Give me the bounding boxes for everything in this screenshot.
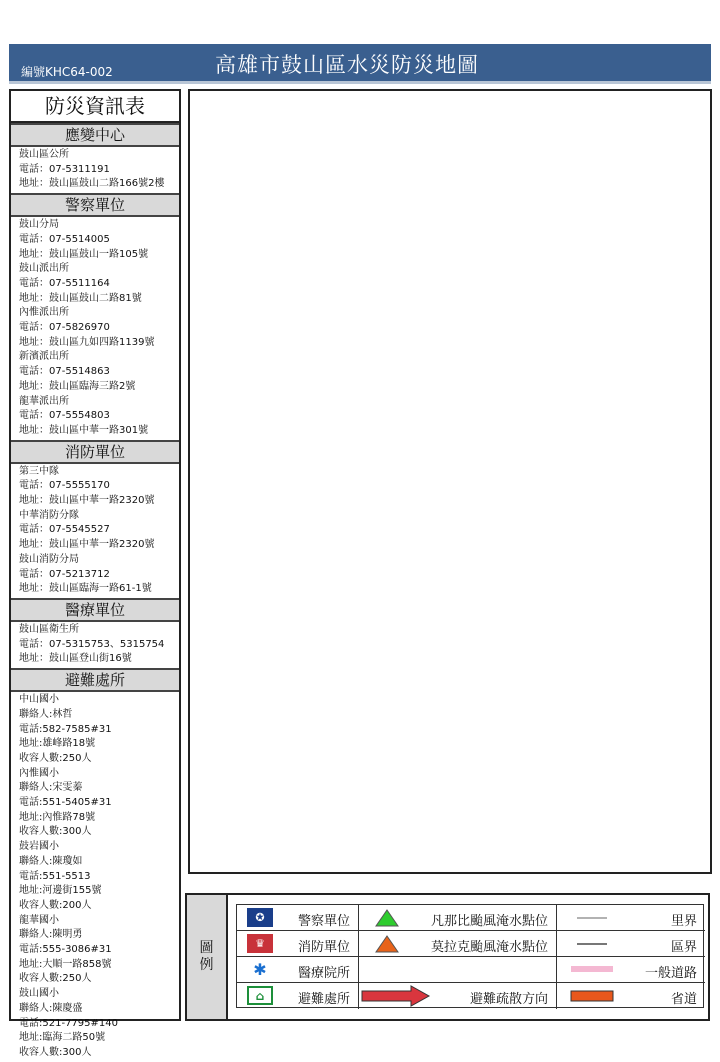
- district-boundary-line-icon: [577, 942, 607, 946]
- legend-road: [557, 957, 705, 983]
- info-line: 電話：07-5315753、5315754: [19, 638, 165, 650]
- info-line: 聯絡人:陳慶盛: [19, 1002, 83, 1014]
- legend: [185, 893, 710, 1021]
- info-line: 龍華派出所: [19, 395, 69, 407]
- info-line: 地址：鼓山區登山街16號: [19, 653, 132, 665]
- legend-evac: [359, 983, 557, 1009]
- fire-icon: ♛: [247, 934, 273, 953]
- info-line: 地址：鼓山區九如四路1139號: [19, 336, 155, 348]
- info-line: 電話:582-7585#31: [19, 723, 112, 735]
- info-line: 新濱派出所: [19, 351, 69, 363]
- legend-label-1: 圖: [199, 940, 214, 956]
- legend-hospital-label: 醫療院所: [297, 966, 350, 981]
- info-line: 地址:內惟路78號: [19, 811, 96, 823]
- info-line: 電話：07-5311191: [19, 163, 110, 175]
- info-line: 鼓山國小: [19, 988, 59, 1000]
- legend-shelter: [237, 983, 359, 1009]
- legend-fanapi-label: 凡那比颱風淹水點位: [430, 914, 548, 929]
- legend-police: [237, 905, 359, 931]
- info-line: 電話：07-5213712: [19, 568, 110, 580]
- info-line: 第三中隊: [19, 465, 59, 477]
- info-line: 地址：鼓山區鼓山二路166號2樓: [19, 178, 165, 190]
- info-line: 電話:555-3086#31: [19, 944, 112, 956]
- page-header: [9, 44, 711, 84]
- village-boundary-line-icon: [577, 916, 607, 920]
- info-line: 地址：鼓山區臨海三路2號: [19, 380, 136, 392]
- section-body: [11, 464, 179, 598]
- section-body: [11, 217, 179, 440]
- legend-grid: [236, 904, 704, 1008]
- info-line: 龍華國小: [19, 914, 59, 926]
- info-line: 電話:521-7795#140: [19, 1017, 118, 1029]
- map-code: 編號KHC64-002: [21, 65, 113, 79]
- info-line: 收容人數:300人: [19, 826, 92, 838]
- legend-village: [557, 905, 705, 931]
- legend-fire-label: 消防單位: [297, 940, 350, 955]
- info-line: 收容人數:300人: [19, 1046, 92, 1058]
- info-line: 電話：07-5826970: [19, 322, 110, 334]
- info-line: 地址:大順一路858號: [19, 958, 112, 970]
- info-line: 收容人數:200人: [19, 899, 92, 911]
- info-line: 地址：鼓山區中華一路2320號: [19, 495, 155, 507]
- legend-district: [557, 931, 705, 957]
- info-line: 中山國小: [19, 694, 59, 706]
- police-icon: ✪: [247, 908, 273, 927]
- info-line: 聯絡人:陳明勇: [19, 929, 83, 941]
- info-line: 鼓山派出所: [19, 263, 69, 275]
- info-line: 聯絡人:陳瓊如: [19, 855, 83, 867]
- legend-label: [187, 895, 228, 1019]
- section-body: [11, 692, 179, 1062]
- info-line: 電話：07-5511164: [19, 277, 110, 289]
- legend-morakot-label: 莫拉克颱風淹水點位: [430, 940, 548, 955]
- legend-empty: [359, 957, 557, 983]
- legend-fire: [237, 931, 359, 957]
- section-body: [11, 147, 179, 193]
- info-line: 地址：鼓山區臨海一路61-1號: [19, 583, 152, 595]
- legend-district-label: 區界: [670, 940, 697, 955]
- info-line: 電話：07-5514005: [19, 233, 110, 245]
- info-line: 地址：鼓山區中華一路301號: [19, 424, 149, 436]
- info-line: 中華消防分隊: [19, 509, 79, 521]
- info-line: 內惟派出所: [19, 307, 69, 319]
- legend-label-2: 例: [199, 957, 214, 973]
- legend-shelter-label: 避難處所: [297, 992, 350, 1007]
- legend-police-label: 警察單位: [297, 914, 350, 929]
- info-line: 地址:臨海二路50號: [19, 1032, 106, 1044]
- info-line: 鼓岩國小: [19, 841, 59, 853]
- info-line: 電話:551-5405#31: [19, 797, 112, 809]
- info-line: 地址:雄峰路18號: [19, 738, 96, 750]
- info-sidebar: [9, 89, 181, 1058]
- info-line: 電話:551-5513: [19, 870, 91, 882]
- shelter-icon: ⌂: [247, 986, 273, 1005]
- info-line: 聯絡人:宋雯蓁: [19, 782, 83, 794]
- info-line: 電話：07-5554803: [19, 410, 110, 422]
- section-heading: 醫療單位: [11, 598, 179, 622]
- info-line: 電話：07-5555170: [19, 480, 110, 492]
- legend-provincial: [557, 983, 705, 1009]
- legend-evac-label: 避難疏散方向: [469, 992, 548, 1007]
- info-line: 內惟國小: [19, 767, 59, 779]
- info-line: 地址:河邊街155號: [19, 885, 102, 897]
- info-line: 電話：07-5545527: [19, 524, 110, 536]
- info-line: 地址：鼓山區鼓山一路105號: [19, 248, 149, 260]
- info-line: 收容人數:250人: [19, 752, 92, 764]
- evacuation-arrow-icon: [361, 985, 431, 1007]
- info-line: 鼓山區公所: [19, 149, 69, 160]
- info-line: 收容人數:250人: [19, 973, 92, 985]
- info-line: 鼓山消防分局: [19, 553, 79, 565]
- legend-village-label: 里界: [670, 914, 697, 929]
- road-line-icon: [571, 965, 613, 973]
- legend-fanapi: [359, 905, 557, 931]
- info-line: 聯絡人:林哲: [19, 708, 73, 720]
- legend-road-label: 一般道路: [644, 966, 697, 981]
- orange-triangle-icon: [375, 935, 399, 953]
- legend-hospital: [237, 957, 359, 983]
- section-heading: 消防單位: [11, 440, 179, 464]
- info-line: 電話：07-5514863: [19, 366, 110, 378]
- section-heading: 避難處所: [11, 668, 179, 692]
- provincial-road-icon: [571, 990, 613, 1002]
- page-title: 高雄市鼓山區水災防災地圖: [215, 53, 479, 77]
- info-line: 鼓山分局: [19, 219, 59, 231]
- section-heading: 警察單位: [11, 193, 179, 217]
- info-line: 地址：鼓山區中華一路2320號: [19, 539, 155, 551]
- medical-star-icon: ✱: [247, 960, 273, 979]
- legend-provincial-label: 省道: [670, 992, 697, 1007]
- info-line: 鼓山區衛生所: [19, 623, 79, 635]
- sidebar-sections: [11, 123, 179, 1062]
- info-line: 地址：鼓山區鼓山二路81號: [19, 292, 142, 304]
- section-heading: 應變中心: [11, 123, 179, 147]
- legend-morakot: [359, 931, 557, 957]
- green-triangle-icon: [375, 909, 399, 927]
- map-area: [188, 89, 712, 874]
- sidebar-title: 防災資訊表: [11, 91, 179, 123]
- section-body: [11, 622, 179, 668]
